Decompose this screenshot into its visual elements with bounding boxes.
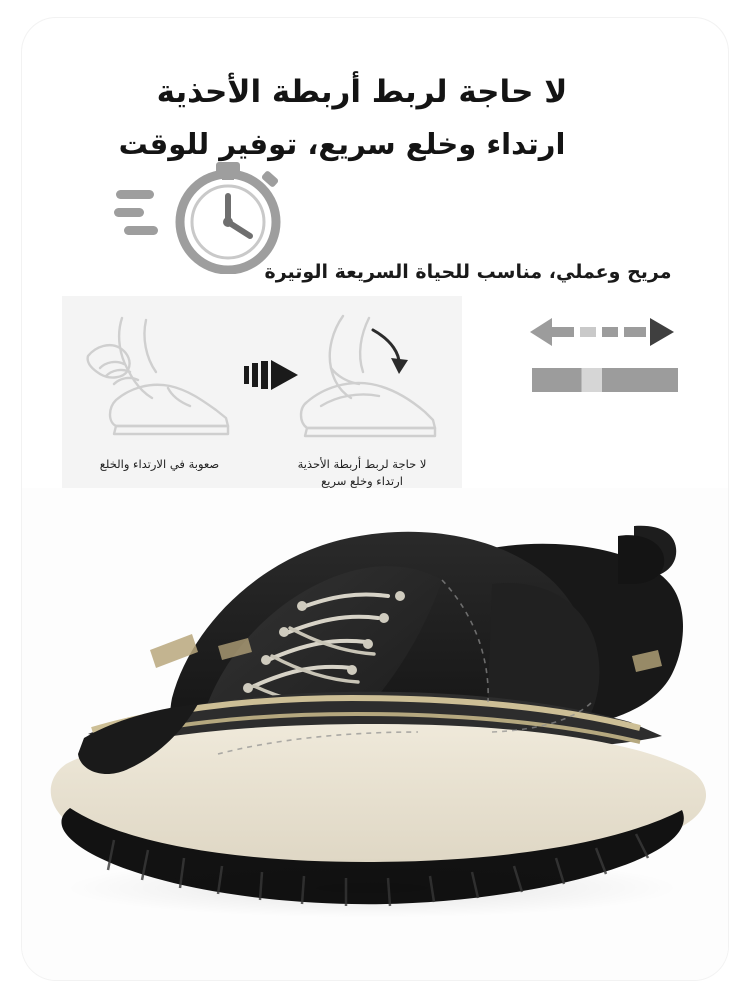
comparison-caption-right bbox=[267, 456, 457, 490]
headline-block bbox=[42, 70, 682, 166]
double-arrow-icon bbox=[522, 306, 682, 406]
photo-shadow bbox=[62, 858, 682, 918]
comparison-caption-left: صعوبة في الارتداء والخلع bbox=[99, 457, 220, 471]
comparison-panel bbox=[62, 296, 462, 516]
foot-difficult-icon bbox=[76, 310, 241, 450]
stopwatch-icon bbox=[114, 156, 304, 274]
progress-bar-decorative bbox=[532, 368, 678, 392]
headline-line-1: لا حاجة لربط أربطة الأحذية bbox=[156, 74, 568, 110]
comparison-caption-right-line-1: لا حاجة لربط أربطة الأحذية bbox=[297, 457, 427, 471]
sub-headline: مريح وعملي، مناسب للحياة السريعة الوتيرة bbox=[264, 261, 672, 283]
comparison-caption-right-line-2: ارتداء وخلع سريع bbox=[321, 474, 403, 488]
sneaker-photo bbox=[22, 488, 728, 980]
headline-line-2: ارتداء وخلع سريع، توفير للوقت bbox=[118, 127, 566, 161]
content-card bbox=[22, 18, 728, 980]
foot-easy-icon bbox=[277, 310, 447, 450]
